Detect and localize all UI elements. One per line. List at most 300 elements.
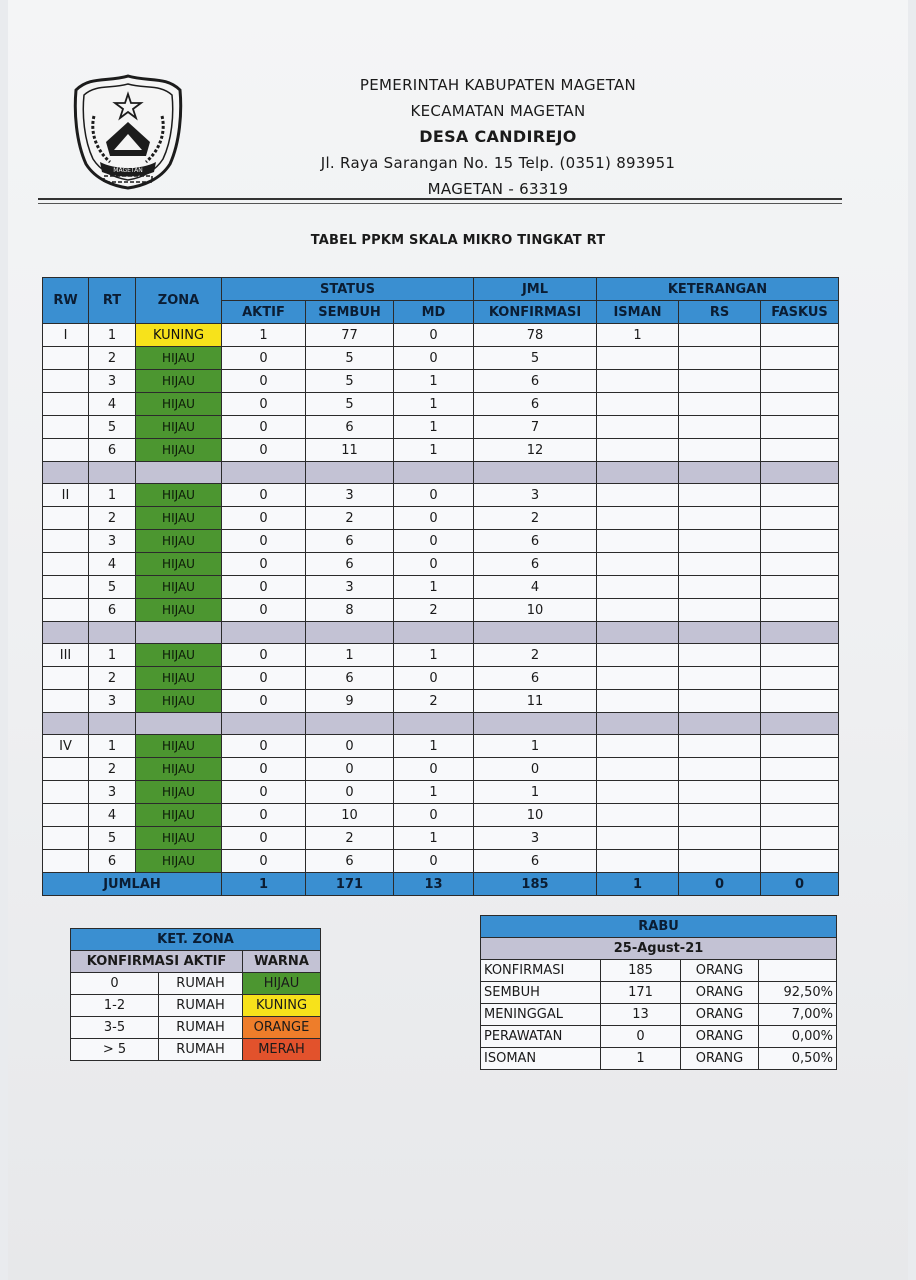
separator-cell [679, 622, 761, 644]
table-row [43, 690, 839, 713]
separator-cell [136, 713, 222, 735]
letterhead [308, 72, 688, 202]
aktif-cell: 0 [222, 484, 306, 507]
recap-date: 25-Agust-21 [481, 938, 837, 960]
isman-cell [597, 530, 679, 553]
sembuh-cell: 6 [306, 530, 394, 553]
rt-cell: 3 [89, 370, 136, 393]
jml-cell: 6 [474, 850, 597, 873]
separator-cell [474, 462, 597, 484]
rs-cell [679, 735, 761, 758]
jml-cell: 6 [474, 530, 597, 553]
table-row [43, 827, 839, 850]
zona-cell: HIJAU [136, 644, 222, 667]
letterhead-village-name: DESA CANDIREJO [419, 127, 577, 146]
letterhead-divider-thin [38, 203, 842, 204]
separator-cell [43, 622, 89, 644]
rt-cell: 3 [89, 690, 136, 713]
recap-percent [759, 960, 837, 982]
isman-cell [597, 484, 679, 507]
isman-cell [597, 758, 679, 781]
header-faskus: FASKUS [761, 301, 839, 324]
isman-cell [597, 827, 679, 850]
rw-cell [43, 530, 89, 553]
jml-cell: 6 [474, 553, 597, 576]
sembuh-cell: 11 [306, 439, 394, 462]
sembuh-cell: 6 [306, 850, 394, 873]
rt-cell: 1 [89, 324, 136, 347]
faskus-cell [761, 758, 839, 781]
recap-row [481, 1048, 837, 1070]
rt-cell: 2 [89, 758, 136, 781]
jml-cell: 10 [474, 804, 597, 827]
rw-cell: III [43, 644, 89, 667]
md-cell: 1 [394, 576, 474, 599]
sembuh-cell: 6 [306, 667, 394, 690]
table-row [43, 553, 839, 576]
zone-unit: RUMAH [159, 995, 243, 1017]
jml-cell: 1 [474, 735, 597, 758]
zona-cell: HIJAU [136, 507, 222, 530]
aktif-cell: 0 [222, 850, 306, 873]
separator-cell [679, 462, 761, 484]
faskus-cell [761, 347, 839, 370]
zone-unit: RUMAH [159, 973, 243, 995]
zona-cell: HIJAU [136, 850, 222, 873]
recap-label: SEMBUH [481, 982, 601, 1004]
table-row [43, 735, 839, 758]
jml-cell: 4 [474, 576, 597, 599]
recap-unit: ORANG [681, 982, 759, 1004]
zone-range: 3-5 [71, 1017, 159, 1039]
recap-unit: ORANG [681, 960, 759, 982]
aktif-cell: 0 [222, 667, 306, 690]
aktif-cell: 0 [222, 347, 306, 370]
header-jml: JML [474, 278, 597, 301]
md-cell: 0 [394, 553, 474, 576]
md-cell: 1 [394, 644, 474, 667]
rs-cell [679, 827, 761, 850]
rt-cell: 2 [89, 667, 136, 690]
header-rw: RW [43, 278, 89, 324]
total-aktif: 1 [222, 873, 306, 896]
md-cell: 0 [394, 667, 474, 690]
aktif-cell: 0 [222, 439, 306, 462]
jml-cell: 11 [474, 690, 597, 713]
rt-cell: 2 [89, 347, 136, 370]
md-cell: 0 [394, 507, 474, 530]
rw-cell [43, 690, 89, 713]
header-zona: ZONA [136, 278, 222, 324]
separator-cell [597, 462, 679, 484]
recap-percent: 0,00% [759, 1026, 837, 1048]
rt-cell: 5 [89, 827, 136, 850]
separator-cell [761, 622, 839, 644]
recap-unit: ORANG [681, 1026, 759, 1048]
letterhead-divider [38, 198, 842, 200]
zona-cell: HIJAU [136, 827, 222, 850]
jml-cell: 1 [474, 781, 597, 804]
rt-cell: 6 [89, 599, 136, 622]
rw-cell [43, 827, 89, 850]
rt-cell: 3 [89, 530, 136, 553]
md-cell: 0 [394, 850, 474, 873]
jml-cell: 7 [474, 416, 597, 439]
rw-cell [43, 553, 89, 576]
rs-cell [679, 347, 761, 370]
sembuh-cell: 9 [306, 690, 394, 713]
isman-cell [597, 690, 679, 713]
rs-cell [679, 507, 761, 530]
isman-cell [597, 850, 679, 873]
sembuh-cell: 6 [306, 416, 394, 439]
zone-legend-row [71, 973, 321, 995]
separator-cell [89, 462, 136, 484]
sembuh-cell: 3 [306, 576, 394, 599]
letterhead-line-2: KECAMATAN MAGETAN [410, 102, 586, 120]
rw-cell [43, 599, 89, 622]
zone-legend-col-warna: WARNA [243, 951, 321, 973]
rs-cell [679, 530, 761, 553]
separator-cell [597, 713, 679, 735]
recap-row [481, 1004, 837, 1026]
rs-cell [679, 804, 761, 827]
total-jml: 185 [474, 873, 597, 896]
rw-cell [43, 416, 89, 439]
md-cell: 0 [394, 804, 474, 827]
separator-cell [222, 622, 306, 644]
recap-percent: 7,00% [759, 1004, 837, 1026]
isman-cell [597, 507, 679, 530]
md-cell: 2 [394, 599, 474, 622]
sembuh-cell: 2 [306, 827, 394, 850]
rs-cell [679, 850, 761, 873]
rs-cell [679, 690, 761, 713]
sembuh-cell: 5 [306, 393, 394, 416]
rw-cell [43, 804, 89, 827]
separator-cell [136, 462, 222, 484]
isman-cell [597, 599, 679, 622]
daily-recap-table [480, 915, 837, 1070]
rs-cell [679, 416, 761, 439]
separator-cell [394, 713, 474, 735]
faskus-cell [761, 370, 839, 393]
rw-cell [43, 347, 89, 370]
svg-text:MAGETAN: MAGETAN [113, 167, 143, 174]
zona-cell: HIJAU [136, 735, 222, 758]
zona-cell: HIJAU [136, 576, 222, 599]
zona-cell: HIJAU [136, 599, 222, 622]
table-row [43, 439, 839, 462]
recap-label: ISOMAN [481, 1048, 601, 1070]
isman-cell [597, 553, 679, 576]
header-keterangan: KETERANGAN [597, 278, 839, 301]
table-row [43, 781, 839, 804]
total-faskus: 0 [761, 873, 839, 896]
zona-cell: HIJAU [136, 758, 222, 781]
aktif-cell: 0 [222, 804, 306, 827]
jml-cell: 6 [474, 667, 597, 690]
faskus-cell [761, 735, 839, 758]
zone-range: 1-2 [71, 995, 159, 1017]
separator-cell [306, 622, 394, 644]
zona-cell: HIJAU [136, 781, 222, 804]
zona-cell: HIJAU [136, 804, 222, 827]
faskus-cell [761, 667, 839, 690]
faskus-cell [761, 324, 839, 347]
jml-cell: 3 [474, 484, 597, 507]
zone-range: 0 [71, 973, 159, 995]
zona-cell: HIJAU [136, 690, 222, 713]
sembuh-cell: 77 [306, 324, 394, 347]
rw-cell [43, 781, 89, 804]
rt-cell: 4 [89, 553, 136, 576]
header-status: STATUS [222, 278, 474, 301]
md-cell: 1 [394, 781, 474, 804]
rw-cell [43, 393, 89, 416]
rw-cell [43, 667, 89, 690]
rw-cell [43, 507, 89, 530]
aktif-cell: 0 [222, 758, 306, 781]
md-cell: 1 [394, 416, 474, 439]
table-row [43, 804, 839, 827]
recap-row [481, 960, 837, 982]
rt-cell: 2 [89, 507, 136, 530]
isman-cell [597, 667, 679, 690]
recap-unit: ORANG [681, 1048, 759, 1070]
zone-legend-title: KET. ZONA [71, 929, 321, 951]
table-row [43, 416, 839, 439]
recap-value: 185 [601, 960, 681, 982]
recap-value: 0 [601, 1026, 681, 1048]
jml-cell: 2 [474, 644, 597, 667]
aktif-cell: 0 [222, 599, 306, 622]
separator-cell [306, 462, 394, 484]
zone-unit: RUMAH [159, 1017, 243, 1039]
sembuh-cell: 10 [306, 804, 394, 827]
isman-cell [597, 347, 679, 370]
total-row [43, 873, 839, 896]
jml-cell: 2 [474, 507, 597, 530]
zona-cell: KUNING [136, 324, 222, 347]
total-label: JUMLAH [43, 873, 222, 896]
faskus-cell [761, 644, 839, 667]
rs-cell [679, 439, 761, 462]
zone-legend-row [71, 1039, 321, 1061]
table-row [43, 507, 839, 530]
separator-cell [474, 622, 597, 644]
separator-cell [89, 713, 136, 735]
group-separator-row [43, 713, 839, 735]
separator-cell [89, 622, 136, 644]
sembuh-cell: 8 [306, 599, 394, 622]
header-konfirmasi: KONFIRMASI [474, 301, 597, 324]
md-cell: 1 [394, 735, 474, 758]
separator-cell [761, 462, 839, 484]
table-row [43, 599, 839, 622]
jml-cell: 5 [474, 347, 597, 370]
zone-color-hijau: HIJAU [243, 973, 321, 995]
rt-cell: 4 [89, 393, 136, 416]
md-cell: 0 [394, 324, 474, 347]
md-cell: 0 [394, 530, 474, 553]
rs-cell [679, 370, 761, 393]
rt-cell: 6 [89, 439, 136, 462]
rt-cell: 5 [89, 416, 136, 439]
md-cell: 0 [394, 347, 474, 370]
recap-value: 1 [601, 1048, 681, 1070]
aktif-cell: 0 [222, 370, 306, 393]
header-rt: RT [89, 278, 136, 324]
aktif-cell: 0 [222, 644, 306, 667]
document-title: TABEL PPKM SKALA MIKRO TINGKAT RT [310, 233, 606, 248]
aktif-cell: 0 [222, 507, 306, 530]
rw-cell: I [43, 324, 89, 347]
zone-color-orange: ORANGE [243, 1017, 321, 1039]
md-cell: 1 [394, 393, 474, 416]
aktif-cell: 0 [222, 690, 306, 713]
md-cell: 1 [394, 370, 474, 393]
group-separator-row [43, 462, 839, 484]
rt-cell: 3 [89, 781, 136, 804]
aktif-cell: 0 [222, 553, 306, 576]
isman-cell [597, 781, 679, 804]
isman-cell [597, 735, 679, 758]
rt-cell: 1 [89, 735, 136, 758]
total-sembuh: 171 [306, 873, 394, 896]
rs-cell [679, 553, 761, 576]
faskus-cell [761, 530, 839, 553]
rt-cell: 4 [89, 804, 136, 827]
letterhead-line-1: PEMERINTAH KABUPATEN MAGETAN [359, 76, 637, 94]
faskus-cell [761, 507, 839, 530]
faskus-cell [761, 416, 839, 439]
faskus-cell [761, 599, 839, 622]
sembuh-cell: 2 [306, 507, 394, 530]
jml-cell: 0 [474, 758, 597, 781]
magetan-regency-emblem [70, 72, 186, 190]
table-row [43, 758, 839, 781]
table-row [43, 576, 839, 599]
rw-cell [43, 370, 89, 393]
aktif-cell: 0 [222, 416, 306, 439]
separator-cell [679, 713, 761, 735]
zona-cell: HIJAU [136, 530, 222, 553]
separator-cell [597, 622, 679, 644]
letterhead-address: Jl. Raya Sarangan No. 15 Telp. (0351) 893951 [320, 154, 676, 172]
sembuh-cell: 3 [306, 484, 394, 507]
recap-percent: 92,50% [759, 982, 837, 1004]
jml-cell: 6 [474, 393, 597, 416]
zona-cell: HIJAU [136, 484, 222, 507]
faskus-cell [761, 553, 839, 576]
separator-cell [306, 713, 394, 735]
group-separator-row [43, 622, 839, 644]
header-rs: RS [679, 301, 761, 324]
faskus-cell [761, 827, 839, 850]
sembuh-cell: 0 [306, 735, 394, 758]
table-row [43, 484, 839, 507]
separator-cell [43, 462, 89, 484]
faskus-cell [761, 850, 839, 873]
recap-row [481, 1026, 837, 1048]
jml-cell: 12 [474, 439, 597, 462]
zone-unit: RUMAH [159, 1039, 243, 1061]
rs-cell [679, 393, 761, 416]
faskus-cell [761, 781, 839, 804]
jml-cell: 6 [474, 370, 597, 393]
separator-cell [761, 713, 839, 735]
total-md: 13 [394, 873, 474, 896]
letterhead-city: MAGETAN - 63319 [427, 180, 569, 198]
zone-legend-col-konfirmasi: KONFIRMASI AKTIF [71, 951, 243, 973]
rt-cell: 6 [89, 850, 136, 873]
rs-cell [679, 599, 761, 622]
recap-value: 171 [601, 982, 681, 1004]
rw-cell [43, 850, 89, 873]
separator-cell [43, 713, 89, 735]
jml-cell: 10 [474, 599, 597, 622]
md-cell: 0 [394, 484, 474, 507]
recap-unit: ORANG [681, 1004, 759, 1026]
aktif-cell: 0 [222, 827, 306, 850]
sembuh-cell: 1 [306, 644, 394, 667]
rs-cell [679, 576, 761, 599]
rt-cell: 5 [89, 576, 136, 599]
separator-cell [474, 713, 597, 735]
aktif-cell: 0 [222, 576, 306, 599]
aktif-cell: 1 [222, 324, 306, 347]
recap-day: RABU [481, 916, 837, 938]
jml-cell: 3 [474, 827, 597, 850]
table-row [43, 393, 839, 416]
zona-cell: HIJAU [136, 347, 222, 370]
separator-cell [394, 622, 474, 644]
table-row [43, 850, 839, 873]
rw-cell: II [43, 484, 89, 507]
rt-cell: 1 [89, 484, 136, 507]
isman-cell [597, 370, 679, 393]
isman-cell [597, 644, 679, 667]
faskus-cell [761, 393, 839, 416]
faskus-cell [761, 484, 839, 507]
zona-cell: HIJAU [136, 439, 222, 462]
recap-percent: 0,50% [759, 1048, 837, 1070]
recap-label: KONFIRMASI [481, 960, 601, 982]
rs-cell [679, 644, 761, 667]
isman-cell [597, 576, 679, 599]
total-rs: 0 [679, 873, 761, 896]
aktif-cell: 0 [222, 781, 306, 804]
table-row [43, 370, 839, 393]
rw-cell [43, 758, 89, 781]
recap-value: 13 [601, 1004, 681, 1026]
rs-cell [679, 484, 761, 507]
isman-cell [597, 439, 679, 462]
isman-cell [597, 393, 679, 416]
sembuh-cell: 6 [306, 553, 394, 576]
separator-cell [394, 462, 474, 484]
rs-cell [679, 781, 761, 804]
md-cell: 1 [394, 827, 474, 850]
faskus-cell [761, 576, 839, 599]
isman-cell [597, 416, 679, 439]
aktif-cell: 0 [222, 530, 306, 553]
zone-legend-row [71, 1017, 321, 1039]
total-isman: 1 [597, 873, 679, 896]
md-cell: 2 [394, 690, 474, 713]
aktif-cell: 0 [222, 735, 306, 758]
